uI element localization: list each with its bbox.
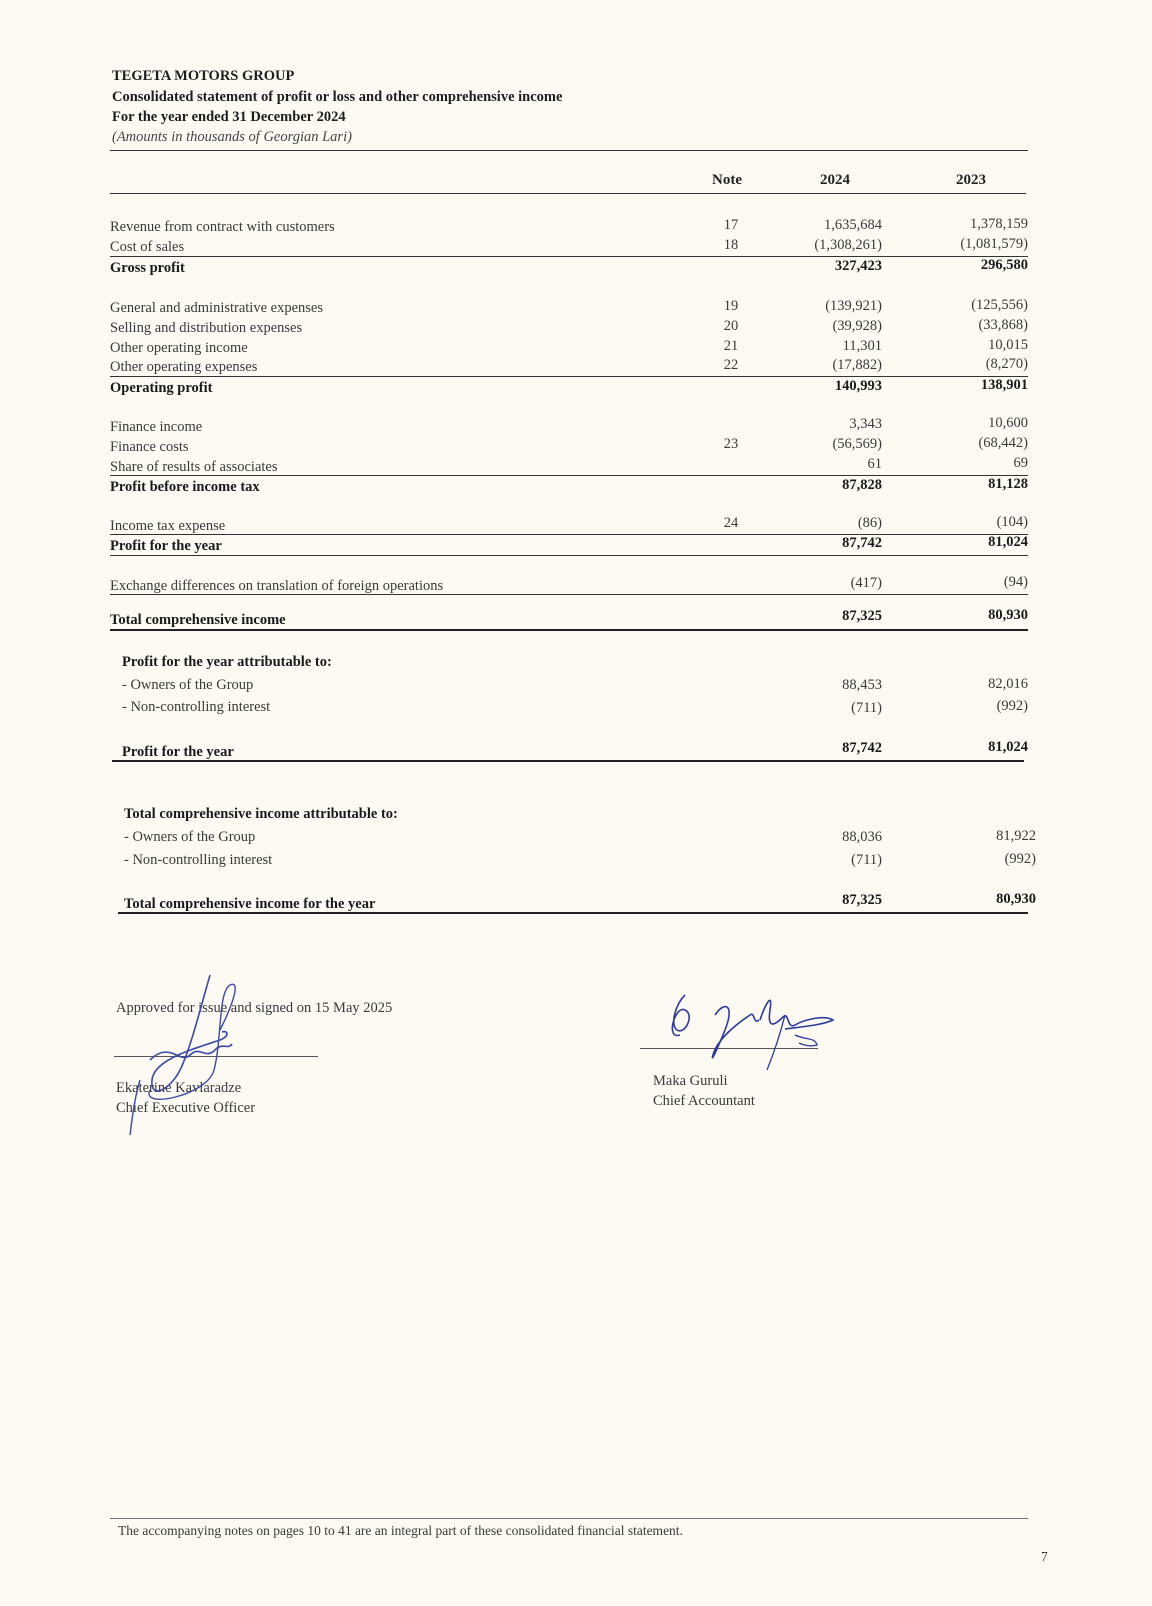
ceo-title: Chief Executive Officer [116, 1100, 256, 1116]
profit-owners-2023: 82,016 [988, 676, 1028, 692]
profit-total-label: Profit for the year [122, 744, 234, 760]
row-2023: (33,868) [978, 317, 1028, 333]
page-number: 7 [1041, 1549, 1048, 1564]
subtotal-rule [110, 376, 1028, 377]
col-2024: 2024 [820, 172, 850, 188]
row-2023: 69 [1013, 455, 1028, 471]
row-2024: (417) [850, 575, 882, 591]
row-2024: (86) [857, 515, 882, 531]
row-2024: (1,308,261) [814, 237, 882, 253]
row-2024: 1,635,684 [824, 217, 882, 233]
row-2023: 80,930 [988, 607, 1028, 623]
approval-text: Approved for issue and signed on 15 May 2025 [116, 1000, 393, 1016]
tci-total-2024: 87,325 [842, 892, 882, 908]
row-2024: 140,993 [834, 378, 882, 394]
total-rule [112, 760, 1024, 762]
row-2024: 87,325 [842, 608, 882, 624]
row-2023: 138,901 [980, 377, 1028, 393]
company-name: TEGETA MOTORS GROUP [112, 68, 295, 84]
row-2024: 11,301 [842, 338, 882, 354]
profit-total-2023: 81,024 [988, 739, 1028, 755]
row-2024: 3,343 [849, 416, 882, 432]
tci-nci-2024: (711) [851, 852, 882, 868]
row-label: Selling and distribution expenses [110, 320, 303, 336]
row-note: 22 [723, 357, 739, 373]
row-label: Operating profit [110, 380, 213, 396]
row-2024: (56,569) [832, 436, 882, 452]
total-rule [110, 555, 1028, 556]
row-2023: (125,556) [971, 297, 1028, 313]
total-rule [118, 912, 1028, 914]
tci-total-label: Total comprehensive income for the year [124, 896, 376, 912]
profit-nci-2023: (992) [996, 698, 1028, 714]
row-note: 21 [723, 338, 739, 354]
tci-nci-2023: (992) [1004, 851, 1036, 867]
row-2023: 10,600 [988, 415, 1028, 431]
ceo-signature-image [110, 970, 270, 1140]
subtotal-rule [110, 256, 1028, 257]
row-label: Finance costs [110, 439, 189, 455]
row-2023: (68,442) [978, 435, 1028, 451]
profit-nci-label: - Non-controlling interest [122, 699, 271, 715]
row-label: Profit before income tax [110, 479, 260, 495]
row-2023: (104) [996, 514, 1028, 530]
row-2023: 81,128 [988, 476, 1028, 492]
row-note: 18 [723, 237, 739, 253]
row-2024: (139,921) [825, 298, 882, 314]
row-label: Income tax expense [110, 518, 226, 534]
row-label: Share of results of associates [110, 459, 278, 475]
row-note: 19 [723, 298, 739, 314]
ceo-name: Ekaterine Kavlaradze [116, 1080, 242, 1096]
row-2024: 61 [867, 456, 882, 472]
row-2023: 81,024 [988, 534, 1028, 550]
row-2023: (8,270) [985, 356, 1028, 372]
row-2023: (94) [1003, 574, 1028, 590]
footer-rule [110, 1518, 1028, 1519]
tci-owners-2023: 81,922 [996, 828, 1036, 844]
profit-owners-label: - Owners of the Group [122, 677, 254, 693]
tci-owners-2024: 88,036 [842, 829, 882, 845]
row-2023: 296,580 [980, 257, 1028, 273]
column-head-rule [110, 193, 1026, 194]
row-2024: (39,928) [832, 318, 882, 334]
statement-title: Consolidated statement of profit or loss and other comprehensive income [112, 89, 563, 105]
row-2023: 1,378,159 [970, 216, 1028, 232]
col-2023: 2023 [956, 172, 986, 188]
row-label: Profit for the year [110, 538, 222, 554]
accountant-title: Chief Accountant [653, 1093, 755, 1109]
tci-attrib-title: Total comprehensive income attributable to: [124, 806, 398, 822]
tci-owners-label: - Owners of the Group [124, 829, 256, 845]
total-rule [110, 629, 1028, 631]
row-label: Other operating income [110, 340, 248, 356]
statement-units: (Amounts in thousands of Georgian Lari) [112, 129, 352, 145]
row-note: 20 [723, 318, 739, 334]
row-label: Exchange differences on translation of foreign operations [110, 578, 444, 594]
row-2024: 327,423 [834, 258, 882, 274]
profit-owners-2024: 88,453 [842, 677, 882, 693]
tci-total-2023: 80,930 [996, 891, 1036, 907]
subtotal-rule [110, 594, 1028, 595]
row-note: 23 [723, 436, 739, 452]
profit-total-2024: 87,742 [842, 740, 882, 756]
row-label: Other operating expenses [110, 359, 258, 375]
profit-attrib-title: Profit for the year attributable to: [122, 654, 332, 670]
row-2023: (1,081,579) [960, 236, 1028, 252]
row-2023: 10,015 [988, 337, 1028, 353]
row-label: Total comprehensive income [110, 612, 286, 628]
profit-nci-2024: (711) [851, 700, 882, 716]
accountant-name: Maka Guruli [653, 1073, 728, 1089]
statement-period: For the year ended 31 December 2024 [112, 109, 346, 125]
row-label: Cost of sales [110, 239, 185, 255]
footer-note: The accompanying notes on pages 10 to 41 are an integral part of these consolidated financial statement. [118, 1523, 683, 1538]
row-label: Revenue from contract with customers [110, 219, 335, 235]
subtotal-rule [110, 475, 1028, 476]
row-note: 24 [723, 515, 739, 531]
row-2024: 87,828 [842, 477, 882, 493]
row-2024: (17,882) [832, 357, 882, 373]
row-2024: 87,742 [842, 535, 882, 551]
row-note: 17 [723, 217, 739, 233]
tci-nci-label: - Non-controlling interest [124, 852, 273, 868]
header-rule [110, 150, 1028, 151]
col-note: Note [712, 172, 742, 188]
row-label: Finance income [110, 419, 203, 435]
subtotal-rule [110, 534, 1028, 535]
accountant-signature-image [655, 985, 855, 1075]
row-label: Gross profit [110, 260, 185, 276]
row-label: General and administrative expenses [110, 300, 323, 316]
